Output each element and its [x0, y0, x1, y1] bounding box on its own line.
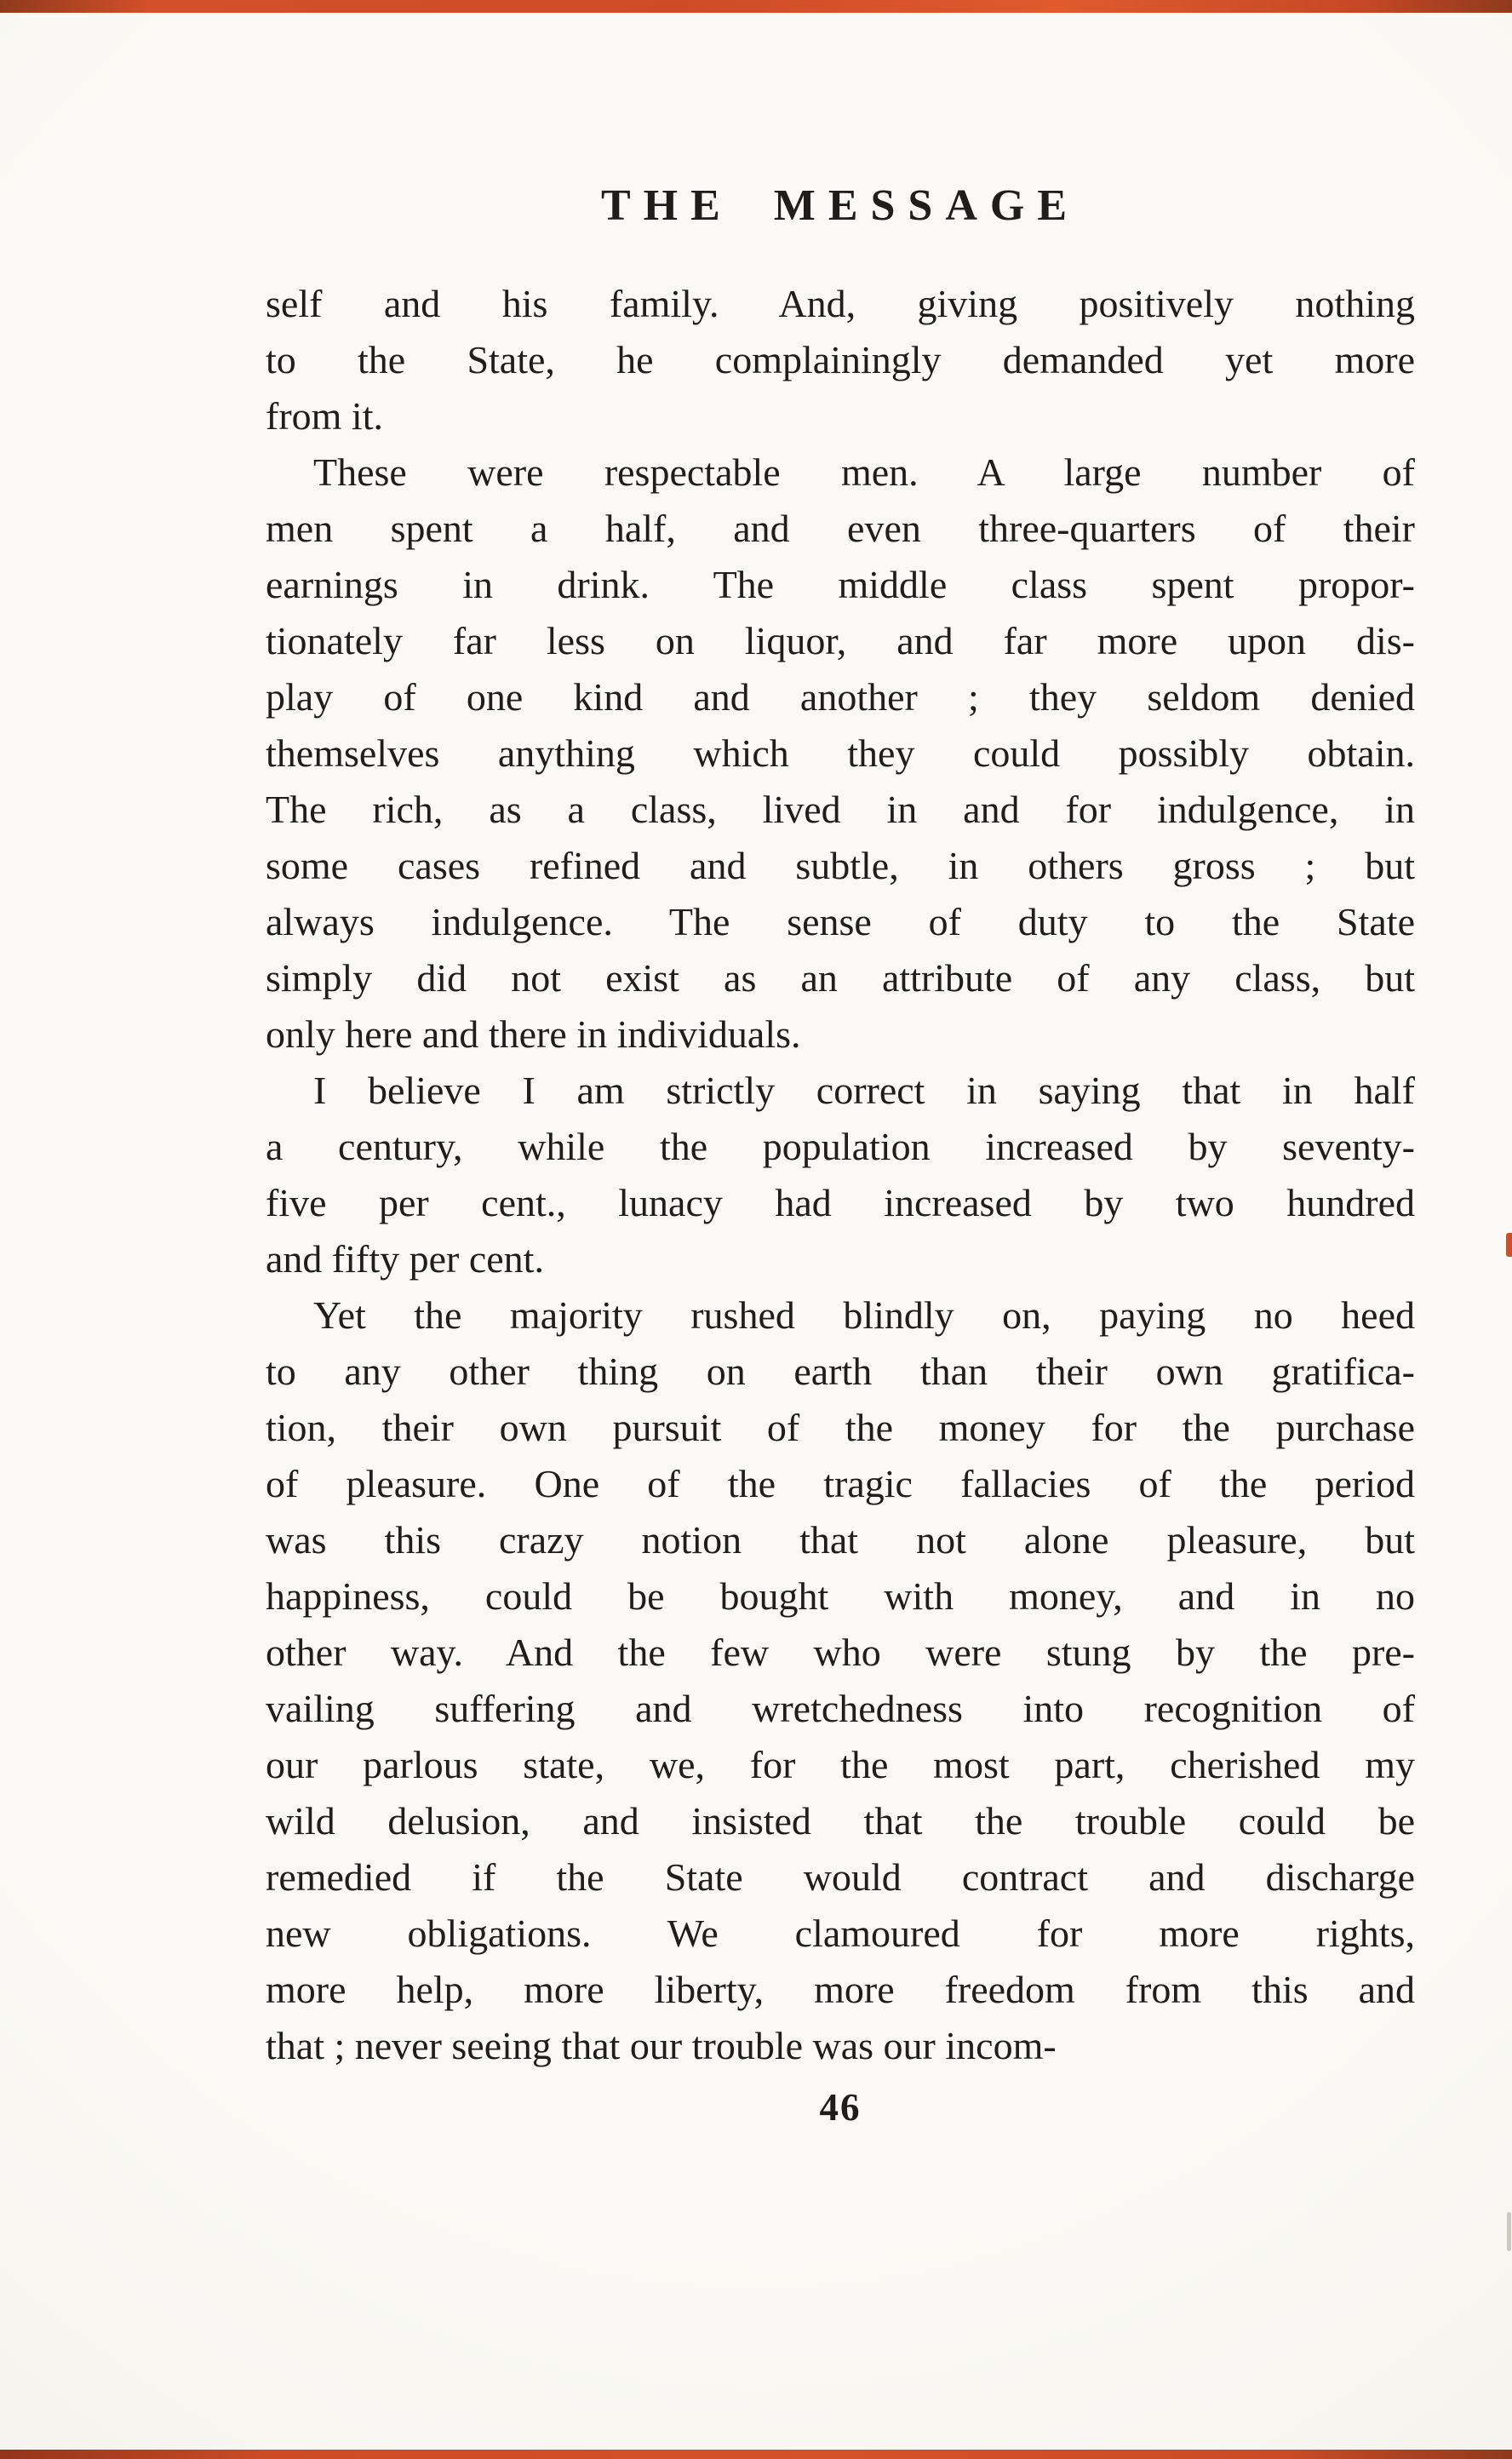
text-line: remedied if the State would contract and discharge [266, 1855, 1415, 1899]
scan-smudge-right [1507, 2212, 1511, 2251]
text-line: themselves anything which they could possibly obtain. [266, 731, 1415, 775]
body-text [266, 276, 1415, 2074]
text-line: always indulgence. The sense of duty to the State [266, 900, 1415, 943]
text-line: tion, their own pursuit of the money for the purchase [266, 1406, 1415, 1449]
text-line: and fifty per cent. [266, 1237, 544, 1281]
text-line: of pleasure. One of the tragic fallacies of the period [266, 1462, 1415, 1505]
text-line: The rich, as a class, lived in and for indulgence, in [266, 788, 1415, 831]
text-line: to any other thing on earth than their own gratifica- [266, 1350, 1415, 1393]
text-line: new obligations. We clamoured for more rights, [266, 1912, 1415, 1955]
text-line: some cases refined and subtle, in others gross ; but [266, 844, 1415, 887]
text-line: happiness, could be bought with money, and in no [266, 1574, 1415, 1618]
text-line: men spent a half, and even three-quarters of their [266, 507, 1415, 550]
page-number: 46 [819, 2086, 862, 2129]
text-line: wild delusion, and insisted that the trouble could be [266, 1799, 1415, 1843]
text-line: vailing suffering and wretchedness into recognition of [266, 1687, 1415, 1730]
text-line: from it. [266, 394, 383, 438]
text-line: These were respectable men. A large number of [313, 450, 1415, 494]
text-line: tionately far less on liquor, and far more upon dis- [266, 619, 1415, 662]
text-line: play of one kind and another ; they seldom denied [266, 675, 1415, 719]
text-line: more help, more liberty, more freedom from this and [266, 1968, 1415, 2011]
text-line: other way. And the few who were stung by the pre- [266, 1631, 1415, 1674]
text-line: only here and there in individuals. [266, 1012, 801, 1056]
paragraph [266, 1063, 1415, 1287]
text-line: simply did not exist as an attribute of any class, but [266, 956, 1415, 1000]
paragraph [266, 444, 1415, 1063]
text-line: Yet the majority rushed blindly on, paying no heed [313, 1293, 1415, 1337]
text-line: self and his family. And, giving positively nothing [266, 282, 1415, 325]
red-edge-mark-right [1506, 1233, 1512, 1257]
running-header: THE MESSAGE [600, 181, 1080, 230]
red-page-edge-bottom [0, 2450, 1512, 2459]
paragraph [266, 276, 1415, 444]
text-line: that ; never seeing that our trouble was our incom- [266, 2024, 1057, 2067]
text-line: five per cent., lunacy had increased by two hundred [266, 1181, 1415, 1224]
text-line: a century, while the population increased by seventy- [266, 1125, 1415, 1168]
text-line: was this crazy notion that not alone pleasure, but [266, 1518, 1415, 1562]
red-page-edge-top [0, 0, 1512, 13]
text-line: earnings in drink. The middle class spent propor- [266, 563, 1415, 606]
paragraph [266, 1287, 1415, 2074]
text-column [266, 181, 1415, 2135]
text-line: to the State, he complainingly demanded yet more [266, 338, 1415, 381]
text-line: I believe I am strictly correct in saying that in half [313, 1069, 1415, 1112]
text-line: our parlous state, we, for the most part, cherished my [266, 1743, 1415, 1786]
